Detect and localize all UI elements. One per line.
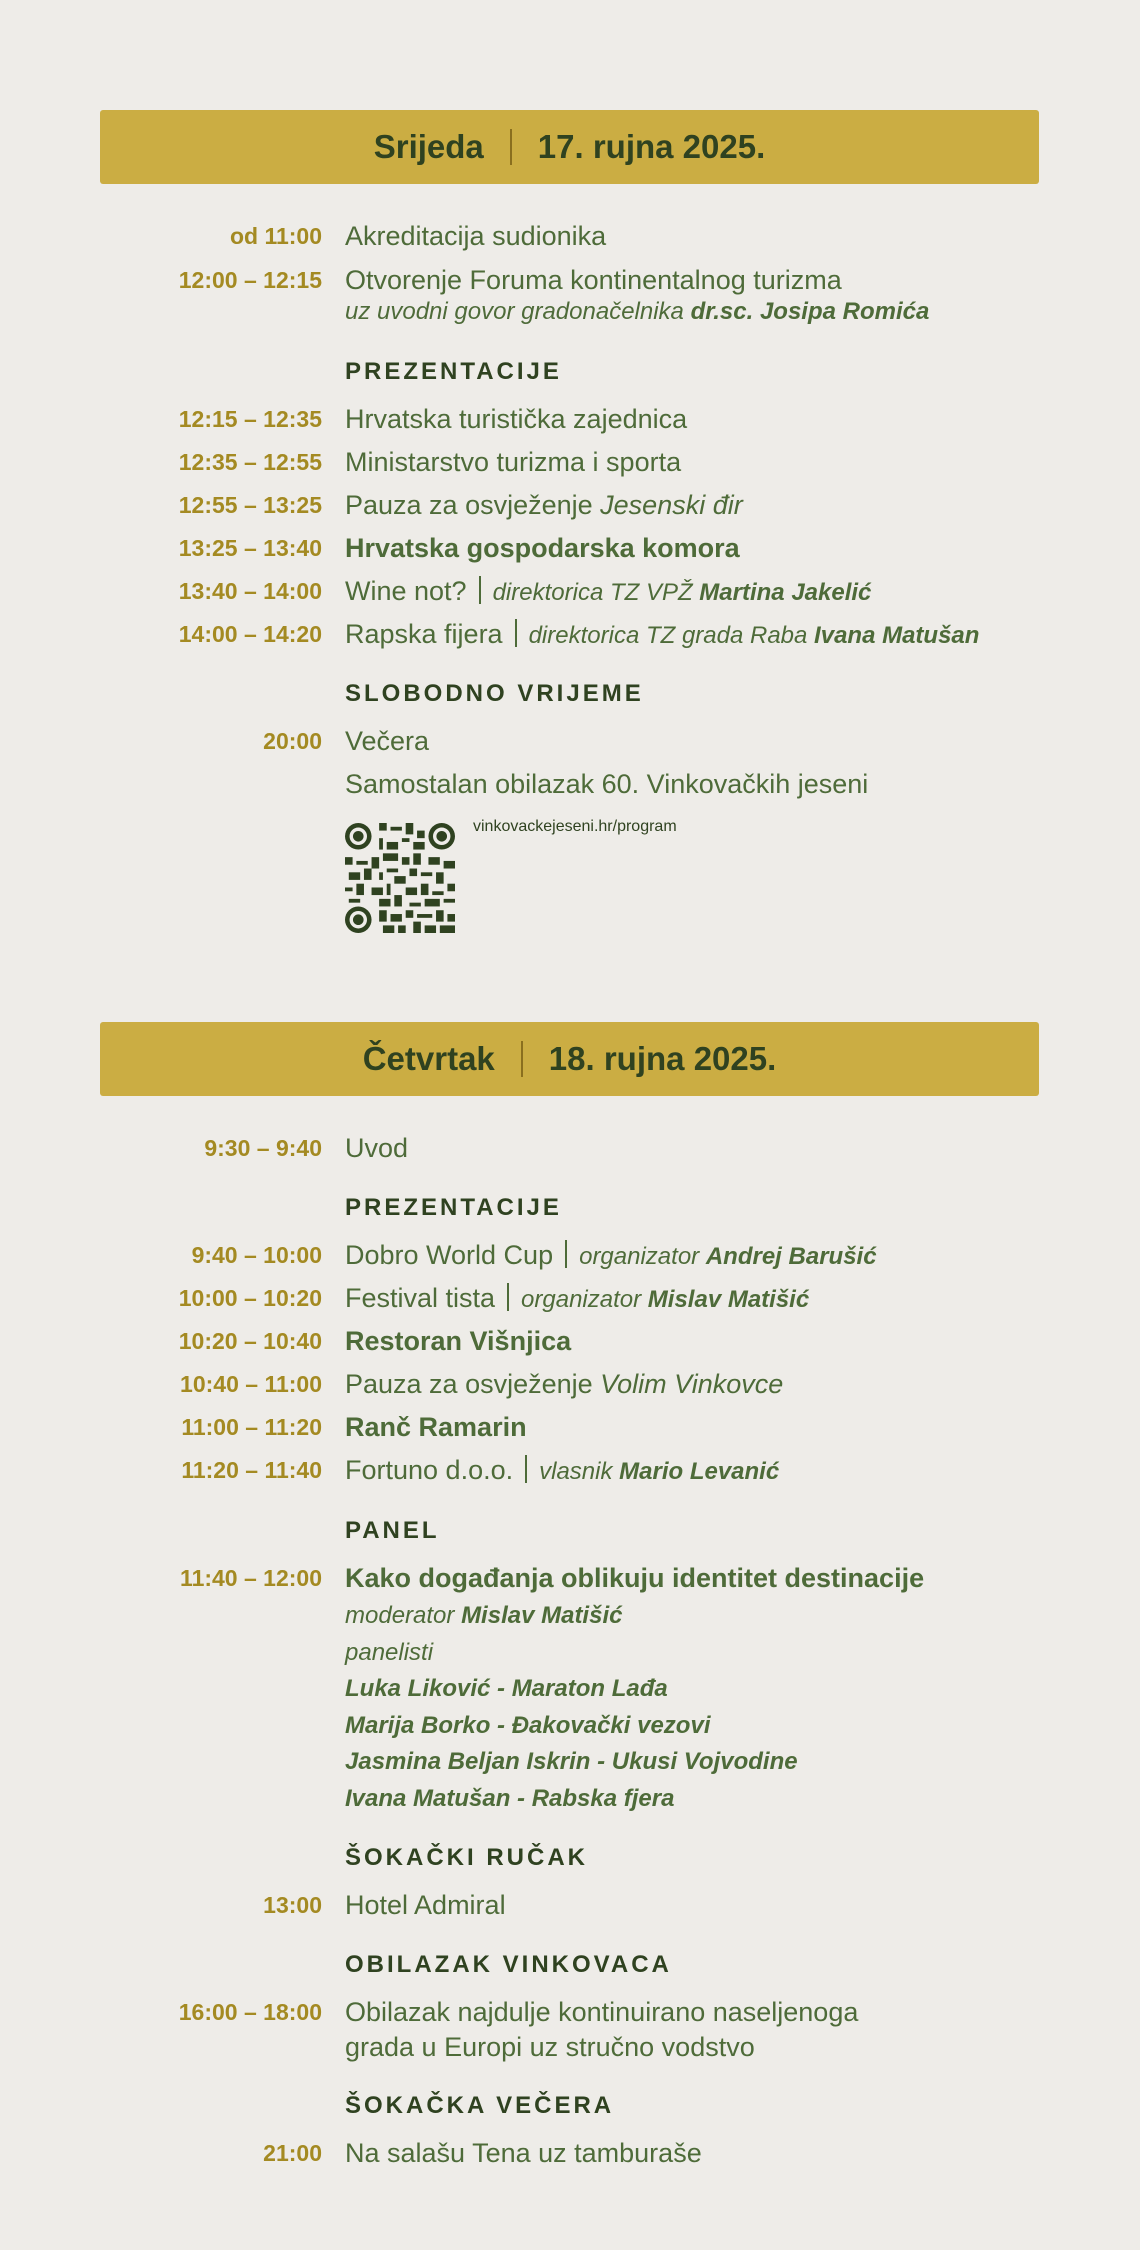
panelists-label: panelisti [345,1639,434,1666]
panelist: Luka Liković - Maraton Lađa [345,1675,668,1702]
schedule-row [0,1994,1140,2034]
divider [565,1240,567,1268]
section-heading: PREZENTACIJE [345,358,562,385]
time-label: 20:00 [263,728,322,754]
event-title [345,573,871,611]
schedule-row [0,444,1140,484]
schedule-row-continuation [0,2029,1140,2069]
event-title [345,1366,783,1402]
section-heading: SLOBODNO VRIJEME [345,680,644,707]
event-text: Pauza za osvježenje [345,490,601,520]
person-name: Ivana Matušan [814,622,980,649]
separator [510,129,512,165]
event-title: Samostalan obilazak 60. Vinkovačkih jeseni [345,769,869,799]
time-label: 11:20 – 11:40 [181,1457,322,1483]
section-heading: ŠOKAČKI RUČAK [345,1844,588,1871]
schedule-row [0,1409,1140,1449]
time-label: 16:00 – 18:00 [178,1999,322,2025]
person-name: Mislav Matišić [461,1602,623,1629]
event-italic: Volim Vinkovce [600,1369,784,1399]
event-italic: Jesenski đir [600,490,743,520]
time-label: 12:35 – 12:55 [178,449,322,475]
time-label: 12:00 – 12:15 [178,267,322,293]
role: direktorica TZ VPŽ [492,579,700,606]
schedule-row [0,1130,1140,1170]
time-label: 13:40 – 14:00 [178,578,322,604]
event-text: Dobro World Cup [345,1240,554,1270]
time-label: 13:00 [263,1892,322,1918]
day-header-wednesday [100,110,1039,184]
event-title: Akreditacija sudionika [345,221,607,251]
panelist: Ivana Matušan - Rabska fjera [345,1785,675,1812]
time-label: 11:00 – 11:20 [181,1414,322,1440]
time-label: 10:00 – 10:20 [178,1285,322,1311]
role: organizator [521,1286,648,1313]
schedule-row [0,530,1140,570]
panelist: Marija Borko - Đakovački vezovi [345,1712,711,1739]
event-text: Wine not? [345,576,467,606]
qr-code-icon[interactable] [345,823,455,933]
day-name: Srijeda [373,128,484,165]
event-subtitle [345,295,929,329]
day-header-thursday [100,1022,1039,1096]
time-label: 12:15 – 12:35 [178,406,322,432]
schedule-row [0,1323,1140,1363]
section-heading: PREZENTACIJE [345,1194,562,1221]
section-heading: OBILAZAK VINKOVACA [345,1951,672,1978]
schedule-row [0,1237,1140,1277]
schedule-row [0,573,1140,613]
schedule-row [0,1280,1140,1320]
event-title [345,616,979,654]
schedule-row [0,1452,1140,1492]
day-name: Četvrtak [362,1040,495,1077]
event-title: Ranč Ramarin [345,1412,527,1442]
separator [521,1041,523,1077]
time-label: 11:40 – 12:00 [180,1565,322,1591]
role: organizator [579,1243,706,1270]
event-title: Hrvatska turistička zajednica [345,404,688,434]
role: direktorica TZ grada Raba [528,622,815,649]
event-text: Festival tista [345,1283,496,1313]
divider [525,1455,527,1483]
event-title [345,487,743,523]
event-title: Hotel Admiral [345,1890,506,1920]
time-label: od 11:00 [229,223,322,249]
speaker-name: dr.sc. Josipa Romića [690,298,930,325]
time-label: 21:00 [263,2140,322,2166]
event-text: Rapska fijera [345,619,503,649]
event-title: grada u Europi uz stručno vodstvo [345,2032,755,2062]
time-label: 13:25 – 13:40 [178,535,322,561]
time-label: 14:00 – 14:20 [178,621,322,647]
schedule-row [0,723,1140,763]
schedule-row [0,1887,1140,1927]
event-title: Večera [345,726,430,756]
event-title [345,1237,877,1275]
person-name: Andrej Barušić [705,1243,877,1270]
event-text: Fortuno d.o.o. [345,1455,514,1485]
schedule-row [0,487,1140,527]
schedule-row [0,2135,1140,2175]
event-title: Kako događanja oblikuju identitet destinacije [345,1563,925,1593]
person-name: Martina Jakelić [699,579,872,606]
event-title: Restoran Višnjica [345,1326,572,1356]
role: vlasnik [539,1458,620,1485]
time-label: 12:55 – 13:25 [178,492,322,518]
subtitle-text: uz uvodni govor gradonačelnika [345,298,691,325]
schedule-row [0,616,1140,656]
schedule-row [0,1366,1140,1406]
schedule-row [0,218,1140,258]
section-heading: ŠOKAČKA VEČERA [345,2092,615,2119]
divider [507,1283,509,1311]
schedule-row [0,401,1140,441]
time-label: 9:40 – 10:00 [191,1242,322,1268]
time-label: 9:30 – 9:40 [204,1135,322,1161]
divider [515,619,517,647]
person-name: Mislav Matišić [647,1286,810,1313]
event-title: Hrvatska gospodarska komora [345,533,740,563]
schedule-row [0,766,1140,806]
day-date: 17. rujna 2025. [537,128,766,165]
section-heading: PANEL [345,1517,440,1544]
time-label: 10:20 – 10:40 [178,1328,322,1354]
event-title: Obilazak najdulje kontinuirano naseljenoga [345,1997,859,2027]
day-date: 18. rujna 2025. [548,1040,777,1077]
event-title: Uvod [345,1133,409,1163]
event-text: Pauza za osvježenje [345,1369,601,1399]
person-name: Mario Levanić [619,1458,780,1485]
moderator-line [345,1599,622,1633]
schedule-row [0,1560,1140,1600]
panelist: Jasmina Beljan Iskrin - Ukusi Vojvodine [345,1748,798,1775]
event-title [345,1452,779,1490]
event-title: Ministarstvo turizma i sporta [345,447,682,477]
divider [479,576,481,604]
program-url[interactable]: vinkovackejeseni.hr/program [473,818,677,835]
event-title [345,1280,809,1318]
time-label: 10:40 – 11:00 [180,1371,322,1397]
event-title: Otvorenje Foruma kontinentalnog turizma [345,265,842,295]
event-title: Na salašu Tena uz tamburaše [345,2138,702,2168]
role: moderator [345,1602,462,1629]
